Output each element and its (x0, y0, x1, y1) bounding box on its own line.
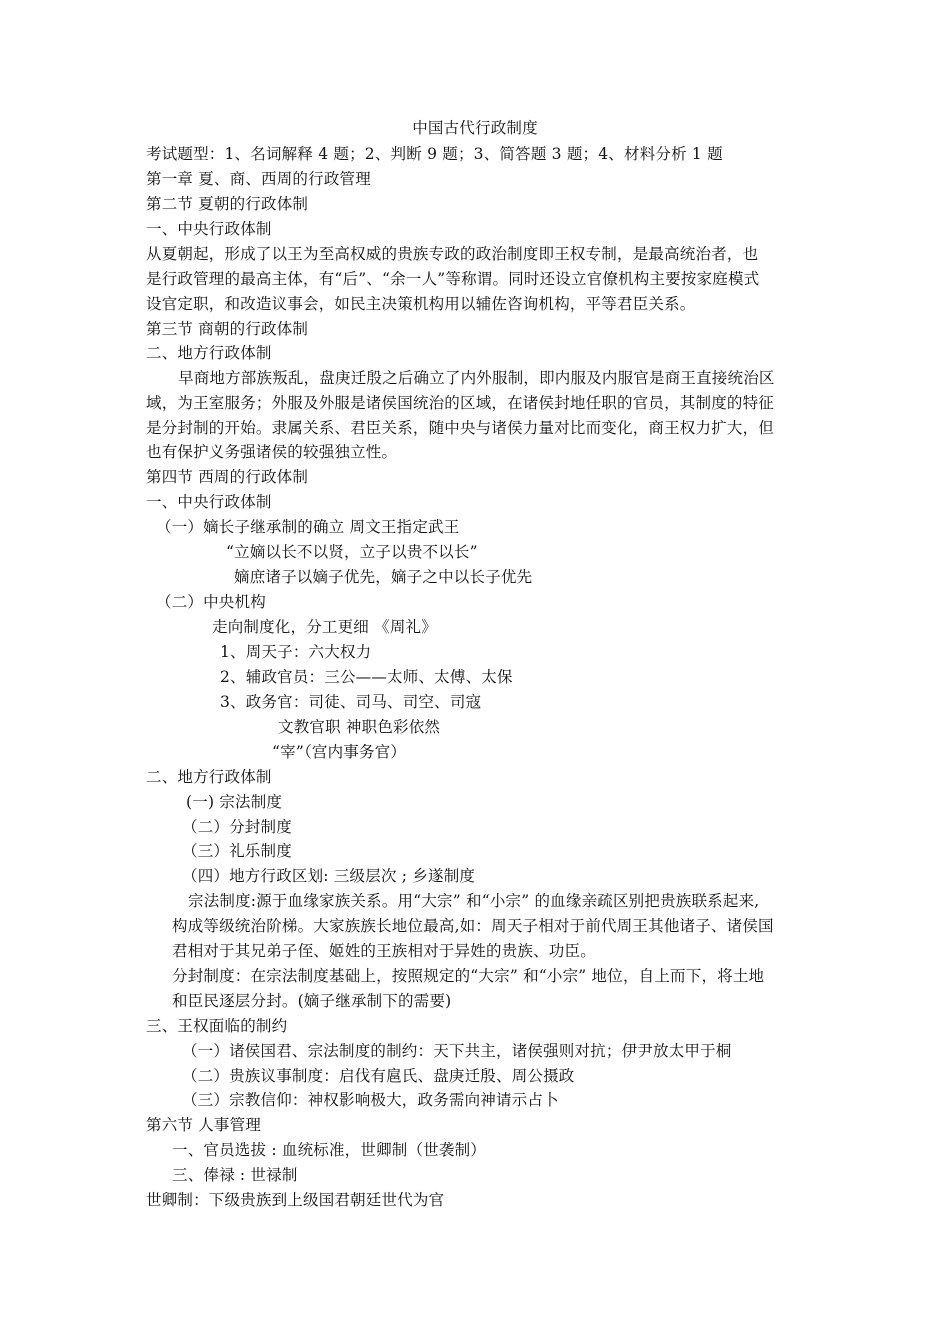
section-heading: 第六节 人事管理 (146, 1116, 262, 1134)
list-detail: 走向制度化，分工更细 《周礼》 (212, 618, 437, 636)
subsection-heading: 一、中央行政体制 (146, 220, 272, 238)
paragraph-line: 构成等级统治阶梯。大家族族长地位最高,如：周天子相对于前代周王其他诸子、诸侯国 (172, 917, 774, 935)
list-item: （三）宗教信仰：神权影响极大，政务需向神请示占卜 (182, 1091, 559, 1109)
paragraph-line: 和臣民逐层分封。(嫡子继承制下的需要) (172, 992, 452, 1010)
subsection-heading: 二、地方行政体制 (146, 768, 272, 786)
section-heading: 第四节 西周的行政体制 (146, 468, 309, 486)
list-detail: 2、辅政官员：三公——太师、太傅、太保 (220, 668, 513, 686)
list-item: (一) 宗法制度 (186, 793, 283, 811)
paragraph-line: 也有保护义务强诸侯的较强独立性。 (146, 443, 398, 461)
list-item: （四）地方行政区划: 三级层次 ; 乡遂制度 (182, 867, 476, 885)
chapter-heading: 第一章 夏、商、西周的行政管理 (146, 170, 371, 188)
list-detail: 文教官职 神职色彩依然 (278, 718, 441, 736)
subsection-heading: 一、中央行政体制 (146, 493, 272, 511)
paragraph-line: 早商地方部族叛乱，盘庚迁殷之后确立了内外服制，即内服及内服官是商王直接统治区 (178, 369, 775, 387)
list-detail: 1、周天子：六大权力 (220, 643, 372, 661)
section-heading: 第三节 商朝的行政体制 (146, 320, 309, 338)
paragraph-line: 从夏朝起，形成了以王为至高权威的贵族专政的政治制度即王权专制，是最高统治者，也 (146, 245, 759, 263)
paragraph-line: 设官定职，和改造议事会，如民主决策机构用以辅佐咨询机构，平等君臣关系。 (146, 295, 696, 313)
subsection-heading: 二、地方行政体制 (146, 344, 272, 362)
subsection-heading: 三、王权面临的制约 (146, 1017, 288, 1035)
list-item: 三、俸禄 : 世禄制 (172, 1166, 298, 1184)
list-item: （一）诸侯国君、宗法制度的制约：天下共主，诸侯强则对抗；伊尹放太甲于桐 (182, 1042, 732, 1060)
document-title: 中国古代行政制度 (412, 119, 538, 137)
definition-line: 世卿制：下级贵族到上级国君朝廷世代为官 (146, 1191, 445, 1209)
quote-line: “立嫡以长不以贤，立子以贵不以长” (226, 543, 478, 561)
paragraph-line: 宗法制度:源于血缘家族关系。用“大宗” 和“小宗” 的血缘亲疏区别把贵族联系起来, (188, 892, 760, 910)
paragraph-line: 分封制度：在宗法制度基础上，按照规定的“大宗” 和“小宗” 地位，自上而下，将土地 (172, 967, 765, 985)
list-item: （三）礼乐制度 (182, 842, 292, 860)
paragraph-line: 域，为王室服务；外服及外服是诸侯国统治的区域，在诸侯封地任职的官员，其制度的特征 (146, 394, 775, 412)
exam-format-line: 考试题型：1、名词解释 4 题；2、判断 9 题；3、简答题 3 题；4、材料分析 1 题 (146, 145, 723, 163)
list-item: （一）嫡长子继承制的确立 周文王指定武王 (156, 518, 460, 536)
list-detail: “宰”（宫内事务官） (272, 743, 407, 761)
paragraph-line: 君相对于其兄弟子侄、姬姓的王族相对于异姓的贵族、功臣。 (172, 942, 596, 960)
list-detail: 嫡庶诸子以嫡子优先，嫡子之中以长子优先 (234, 568, 533, 586)
list-item: （二）分封制度 (182, 818, 292, 836)
list-item: 一、官员选拔 : 血统标准，世卿制（世袭制） (172, 1141, 486, 1159)
list-detail: 3、政务官：司徒、司马、司空、司寇 (220, 693, 482, 711)
list-item: （二）中央机构 (156, 593, 266, 611)
list-item: （二）贵族议事制度：启伐有扈氏、盘庚迁殷、周公摄政 (182, 1067, 575, 1085)
section-heading: 第二节 夏朝的行政体制 (146, 195, 309, 213)
paragraph-line: 是分封制的开始。隶属关系、君臣关系，随中央与诸侯力量对比而变化，商王权力扩大，但 (146, 419, 775, 437)
paragraph-line: 是行政管理的最高主体，有“后”、“余一人”等称谓。同时还设立官僚机构主要按家庭模式 (146, 270, 760, 288)
